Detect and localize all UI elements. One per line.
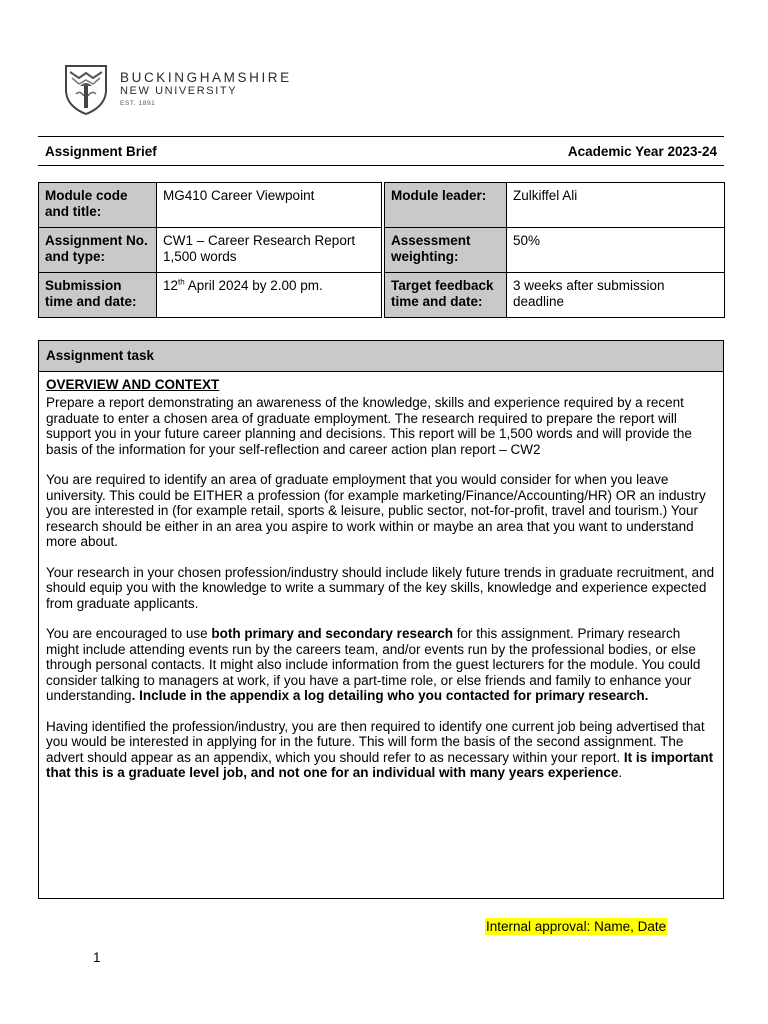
assignment-task-heading: Assignment task bbox=[39, 341, 723, 372]
module-code-label: Module code and title: bbox=[39, 183, 157, 228]
logo-line-1: BUCKINGHAMSHIRE bbox=[120, 70, 292, 85]
feedback-label: Target feedback time and date: bbox=[385, 273, 507, 318]
table-row bbox=[39, 183, 725, 228]
submission-suffix: th bbox=[178, 277, 185, 287]
paragraph-4-bold: . Include in the appendix a log detailing who you contacted for primary research. bbox=[131, 688, 649, 704]
internal-approval: Internal approval: Name, Date bbox=[486, 919, 667, 934]
page-number: 1 bbox=[93, 950, 101, 965]
paragraph-4-bold: both primary and secondary research bbox=[211, 626, 453, 642]
paragraph-5 bbox=[46, 719, 716, 781]
assignment-task-box bbox=[38, 340, 724, 899]
brief-header-bar bbox=[38, 136, 724, 166]
module-leader-label: Module leader: bbox=[385, 183, 507, 228]
logo-line-2: NEW UNIVERSITY bbox=[120, 85, 238, 97]
table-row bbox=[39, 273, 725, 318]
paragraph-4 bbox=[46, 626, 716, 703]
assignment-type-line-1: CW1 – Career Research Report bbox=[163, 233, 356, 248]
paragraph-5-bold: It is important that this is a graduate level job, and not one for an individual with many years experience bbox=[46, 749, 714, 781]
crest-icon bbox=[64, 64, 108, 116]
paragraph-3: Your research in your chosen profession/industry should include likely future trends in graduate recruitment, and should equip you with the knowledge to write a summary of the key skills, knowledge and experience expected from graduate applicants. bbox=[46, 564, 715, 611]
submission-day: 12 bbox=[163, 278, 179, 293]
assignment-type-label: Assignment No. and type: bbox=[39, 228, 157, 273]
paragraph-1: Prepare a report demonstrating an awareness of the knowledge, skills and experience required by a recent graduate to enter a chosen area of graduate employment. The research required to prepare the report will support you in your future career planning and decisions. This report will be 1,500 words and will provide the basis of the information for your self-reflection and career action plan report – CW2 bbox=[46, 395, 692, 457]
module-info-table bbox=[38, 182, 725, 318]
weighting-value: 50% bbox=[507, 228, 725, 273]
paragraph-5-part: . bbox=[618, 765, 623, 781]
paragraph-2: You are required to identify an area of graduate employment that you would consider for when you leave university. This could be EITHER a profession (for example marketing/Finance/Accounting/HR) OR an industry you are interested in (for example retail, sports & leisure, public sector, not-for-profit, travel and tourism.) Your research should be either in an area you aspire to work within or maybe an area that you want to understand more about. bbox=[46, 472, 706, 550]
academic-year: Academic Year 2023-24 bbox=[567, 143, 717, 159]
logo-est: EST. 1891 bbox=[120, 100, 156, 107]
submission-rest: April 2024 by 2.00 pm. bbox=[184, 278, 323, 293]
assignment-type-value bbox=[157, 228, 382, 273]
paragraph-4-part: for this assignment. Primary research might include attending events run by the careers team, and/or events run by the professional bodies, or else through personal contacts. It might also include information from the guest lecturers for the module. You could consider talking to managers at work, if you have a part-time role, or else friends and family to enhance your understanding bbox=[46, 626, 701, 704]
paragraph-4-part: You are encouraged to use bbox=[46, 626, 212, 642]
section-title: OVERVIEW AND CONTEXT bbox=[46, 377, 220, 392]
paragraph-5-part: Having identified the profession/industry, you are then required to identify one current job being advertised that you would be interested in applying for in the future. This will form the basis of the second assignment. The advert should appear as an appendix, which you should refer to as necessary within your report. bbox=[46, 718, 705, 765]
feedback-value: 3 weeks after submission deadline bbox=[507, 273, 725, 318]
submission-value bbox=[157, 273, 382, 318]
module-leader-value: Zulkiffel Ali bbox=[507, 183, 725, 228]
assignment-type-line-2: 1,500 words bbox=[163, 248, 237, 264]
university-logo bbox=[64, 64, 292, 116]
submission-label: Submission time and date: bbox=[39, 273, 157, 318]
weighting-label: Assessment weighting: bbox=[385, 228, 507, 273]
assignment-task-body bbox=[39, 372, 723, 781]
brief-title: Assignment Brief bbox=[45, 143, 157, 159]
table-row bbox=[39, 228, 725, 273]
module-code-value: MG410 Career Viewpoint bbox=[157, 183, 382, 228]
